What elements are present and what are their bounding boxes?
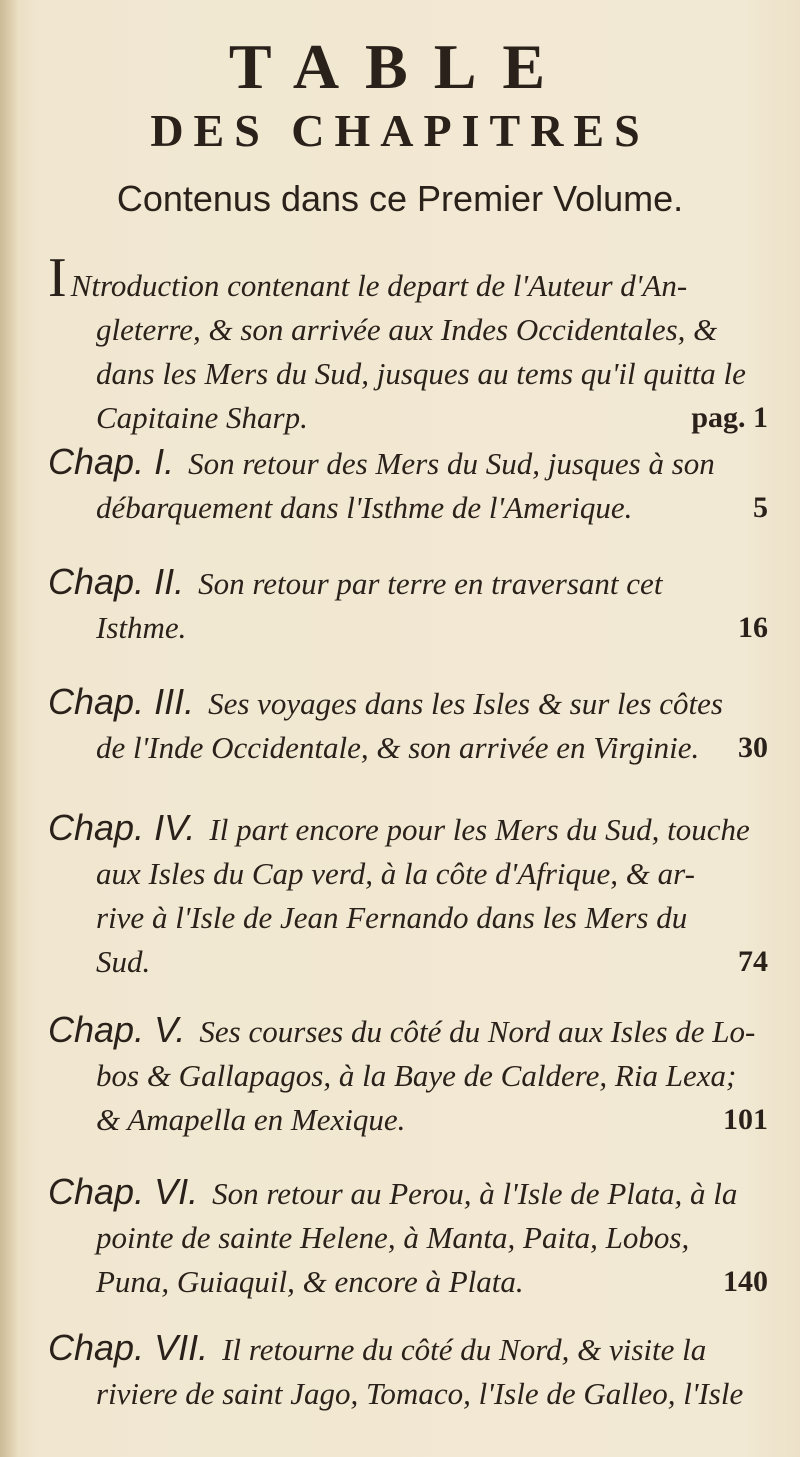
toc-entry-chap-2	[48, 560, 768, 650]
entry-line: rive à l'Isle de Jean Fernando dans les Mers du	[96, 900, 688, 935]
chapter-heading: Chap. I.	[48, 441, 175, 482]
toc-entry-chap-5	[48, 1008, 768, 1142]
chapter-heading: Chap. II.	[48, 561, 185, 602]
entry-text: Sud.	[96, 944, 151, 979]
page-title: TABLE	[228, 31, 572, 102]
page-number: 5	[753, 491, 768, 524]
toc-entry-chap-1	[48, 440, 768, 530]
entry-text: Capitaine Sharp.	[96, 400, 308, 435]
entry-text: Son retour par terre en traversant cet	[198, 566, 663, 601]
chapter-heading: Chap. V.	[48, 1009, 186, 1050]
entry-line	[48, 606, 768, 650]
entry-text: Son retour des Mers du Sud, jusques à son	[188, 446, 715, 481]
entry-text: Isthme.	[96, 610, 187, 645]
entry-first-line	[48, 680, 768, 726]
entry-line	[48, 396, 768, 440]
entry-text: Ntroduction contenant le depart de l'Auteur d'An-	[70, 268, 688, 303]
entry-text: Ses voyages dans les Isles & sur les côtes	[208, 686, 723, 721]
chapter-heading: Chap. III.	[48, 681, 195, 722]
volume-caption: Contenus dans ce Premier Volume.	[116, 178, 684, 219]
page-number: pag. 1	[691, 401, 768, 434]
entry-text: débarquement dans l'Isthme de l'Amerique.	[96, 490, 633, 525]
page-number: 101	[723, 1103, 768, 1136]
toc-entry-chap-7	[48, 1326, 768, 1416]
entry-line	[48, 486, 768, 530]
page-number: 74	[738, 945, 768, 978]
entry-line: aux Isles du Cap verd, à la côte d'Afrique, & ar-	[96, 856, 695, 891]
entry-first-line	[48, 247, 768, 309]
entry-line: pointe de sainte Helene, à Manta, Paita, Lobos,	[96, 1220, 690, 1255]
entry-line: gleterre, & son arrivée aux Indes Occidentales, &	[96, 312, 718, 347]
entry-line	[48, 1260, 768, 1304]
entry-first-line	[48, 1170, 768, 1216]
toc-entry-introduction	[48, 247, 768, 440]
entry-line	[48, 726, 768, 770]
entry-first-line	[48, 440, 768, 486]
entry-first-line	[48, 1326, 768, 1372]
page-number: 30	[738, 731, 768, 764]
chapter-heading: Chap. IV.	[48, 807, 196, 848]
page-number: 140	[723, 1265, 768, 1298]
drop-cap: I	[48, 247, 67, 309]
toc-entry-chap-3	[48, 680, 768, 770]
toc-entry-chap-4	[48, 806, 768, 984]
entry-first-line	[48, 806, 768, 852]
entry-text: Il part encore pour les Mers du Sud, touche	[209, 812, 750, 847]
entry-line	[48, 940, 768, 984]
entry-text: & Amapella en Mexique.	[96, 1102, 406, 1137]
chapter-heading: Chap. VI.	[48, 1171, 199, 1212]
entry-text: Il retourne du côté du Nord, & visite la	[222, 1332, 707, 1367]
entry-text: Son retour au Perou, à l'Isle de Plata, à la	[212, 1176, 738, 1211]
entry-first-line	[48, 1008, 768, 1054]
entry-line	[48, 1098, 768, 1142]
page-number: 16	[738, 611, 768, 644]
entry-text: Puna, Guiaquil, & encore à Plata.	[96, 1264, 524, 1299]
entry-text: Ses courses du côté du Nord aux Isles de Lo-	[199, 1014, 756, 1049]
entry-first-line	[48, 560, 768, 606]
entry-line: riviere de saint Jago, Tomaco, l'Isle de Galleo, l'Isle	[96, 1376, 744, 1411]
toc-entry-chap-6	[48, 1170, 768, 1304]
entry-line: dans les Mers du Sud, jusques au tems qu'il quitta le	[96, 356, 746, 391]
page-subtitle: DES CHAPITRES	[150, 105, 650, 156]
chapter-heading: Chap. VII.	[48, 1327, 209, 1368]
entry-line: bos & Gallapagos, à la Baye de Caldere, Ria Lexa;	[96, 1058, 737, 1093]
entry-text: de l'Inde Occidentale, & son arrivée en Virginie.	[96, 730, 700, 765]
